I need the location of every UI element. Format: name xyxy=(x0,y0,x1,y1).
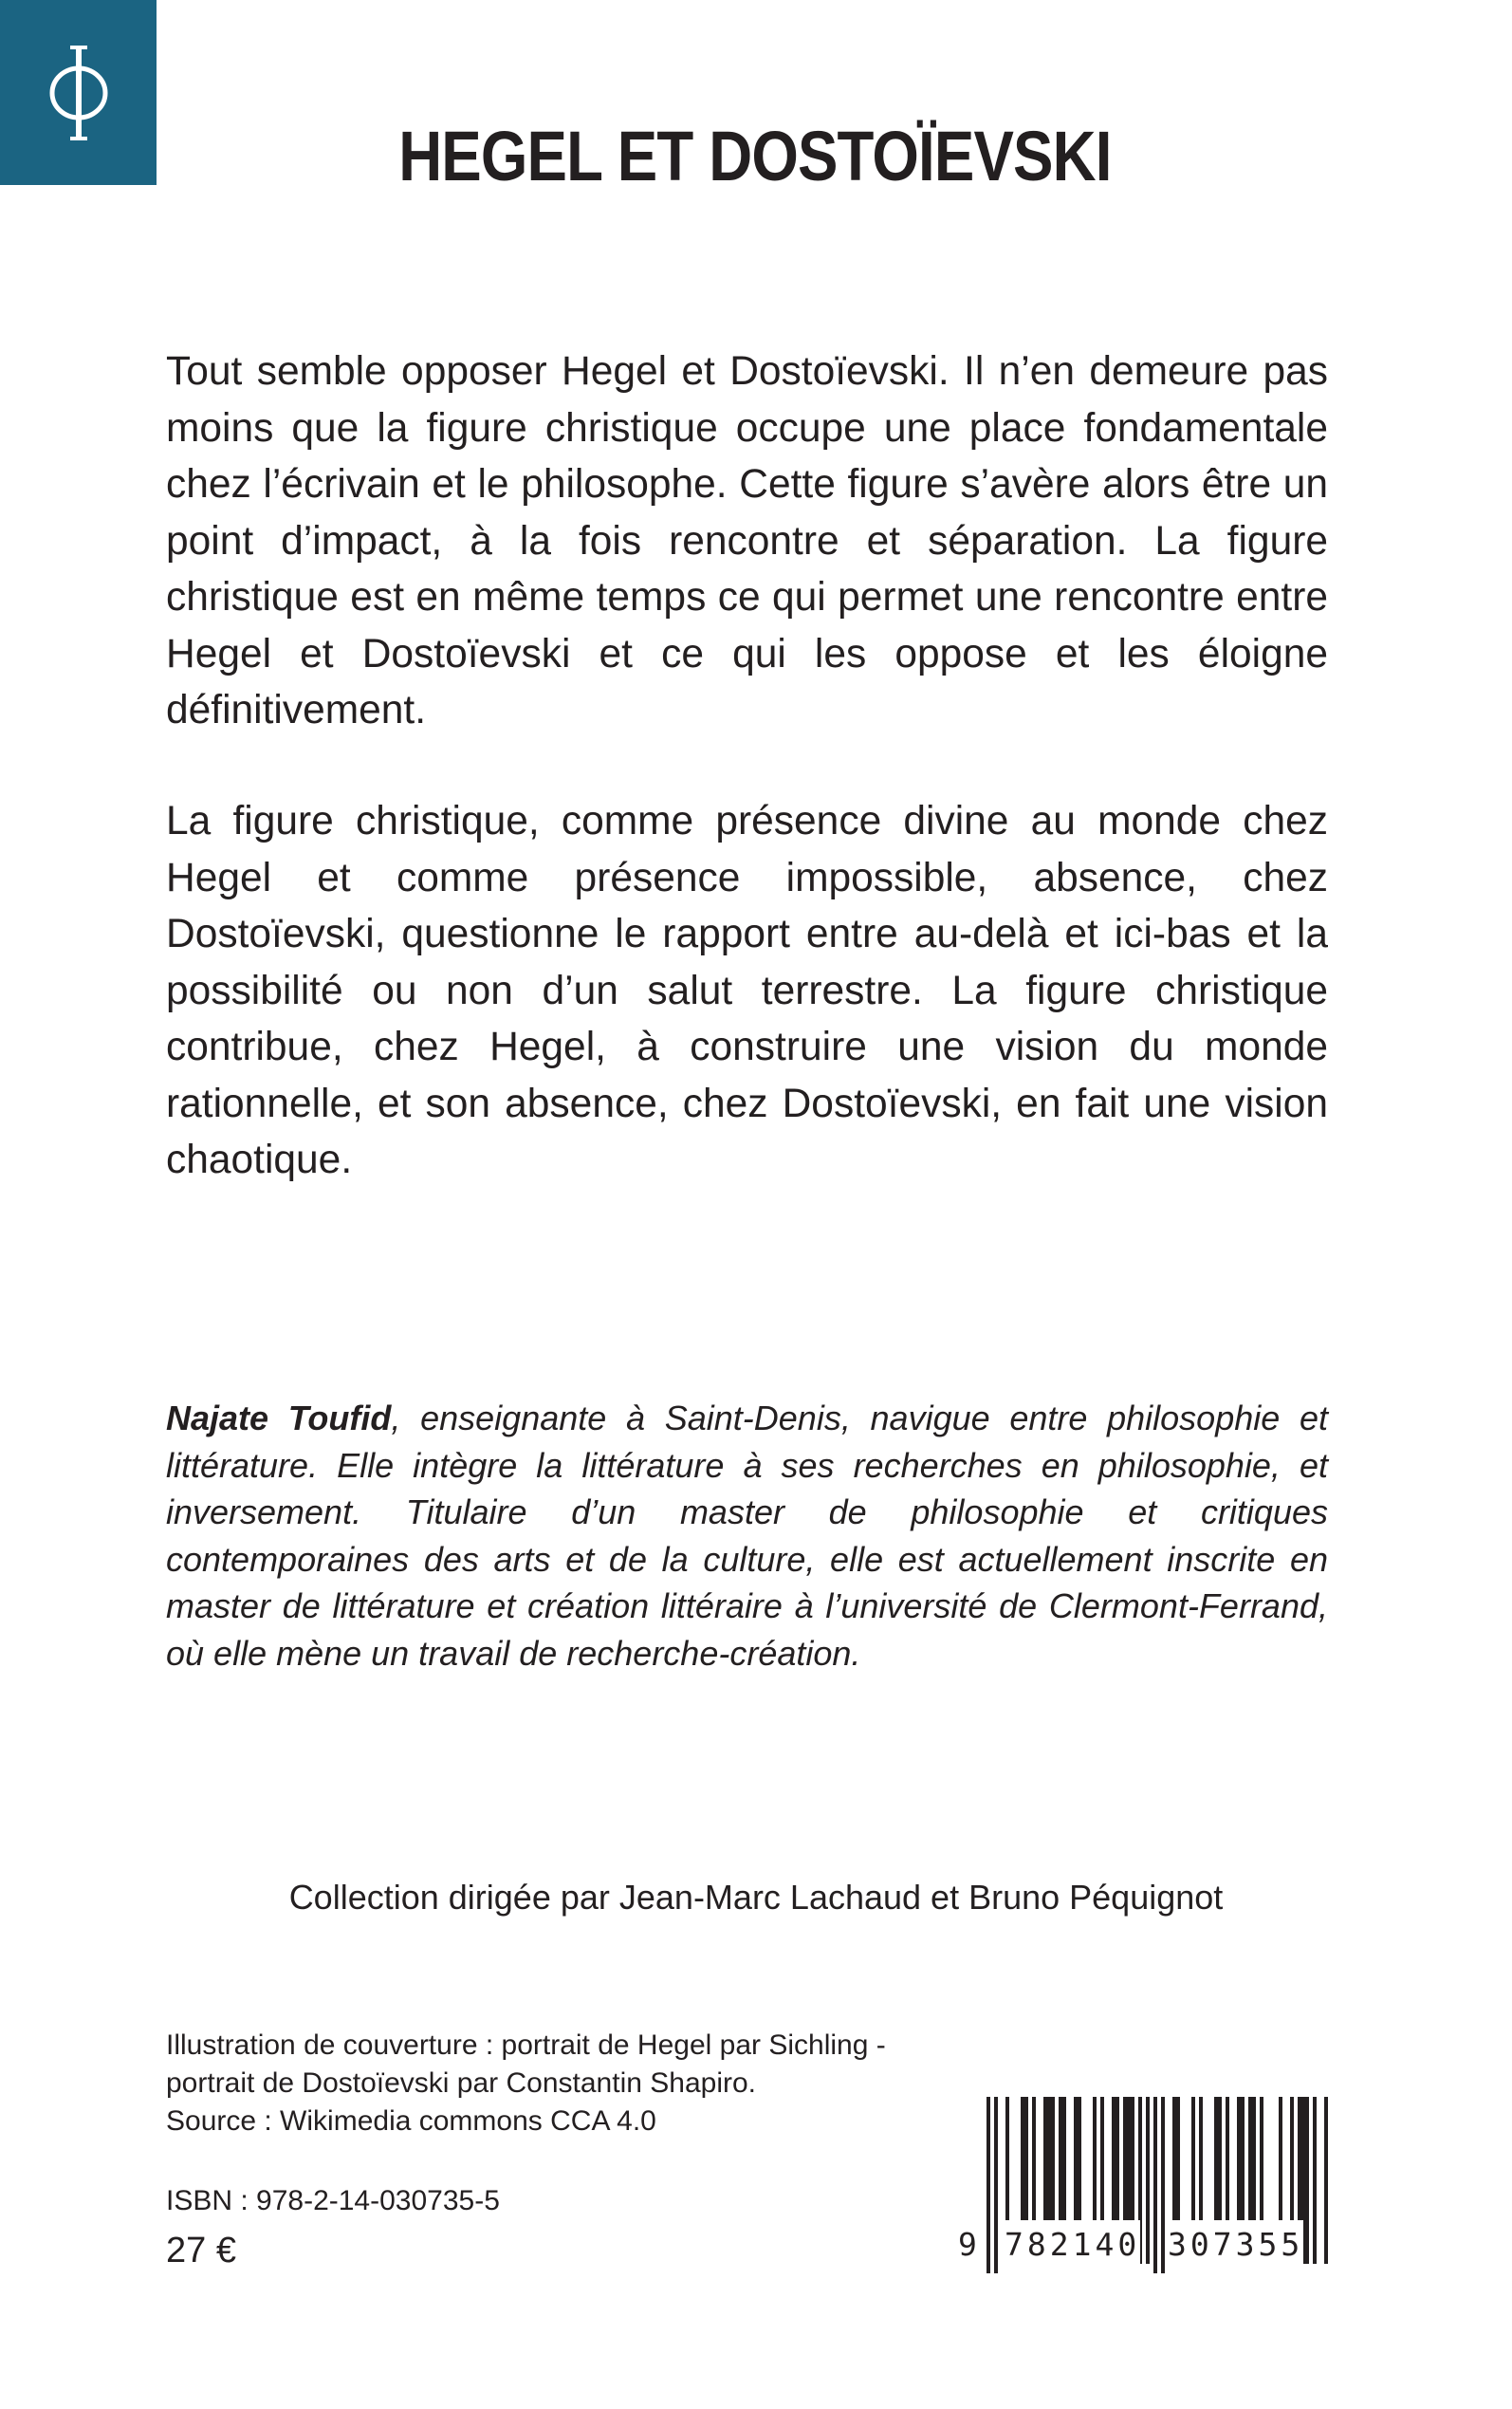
barcode-digit-first: 9 xyxy=(958,2220,977,2270)
author-bio xyxy=(166,1395,1328,1677)
summary-paragraph-2: La figure christique, comme présence divine au monde chez Hegel et comme présence impossible, absence, chez Dostoïevski, questionne le rapport entre au-delà et ici-bas et la possibilité ou non d’un salut terrestre. La figure christique contribue, chez Hegel, à construire une vision du monde rationnelle, et son absence, chez Dostoïevski, en fait une vision chaotique. xyxy=(166,799,1328,1182)
barcode-digits-right: 307355 xyxy=(1168,2220,1303,2270)
credits-line-3: Source : Wikimedia commons CCA 4.0 xyxy=(166,2105,656,2137)
barcode-digits-left: 782140 xyxy=(1005,2220,1140,2270)
cover-credits xyxy=(166,2027,982,2140)
collection-editors: Collection dirigée par Jean-Marc Lachaud et Bruno Péquignot xyxy=(288,1878,1224,1917)
credits-line-2: portrait de Dostoïevski par Constantin Shapiro. xyxy=(166,2067,756,2099)
author-name: Najate Toufid xyxy=(166,1399,392,1437)
book-title: HEGEL ET DOSTOÏEVSKI xyxy=(398,117,1112,195)
price: 27 € xyxy=(166,2231,236,2270)
credits-line-1: Illustration de couverture : portrait de Hegel par Sichling - xyxy=(166,2029,886,2061)
isbn: ISBN : 978-2-14-030735-5 xyxy=(166,2185,500,2216)
author-bio-text: , enseignante à Saint-Denis, navigue entre philosophie et littérature. Elle intègre la littérature à ses recherches en philosophie, et inversement. Titulaire d’un master de philosophie et critiques contemporaines des arts et de la culture, elle est actuellement inscrite en master de littérature et création littéraire à l’université de Clermont-Ferrand, où elle mène un travail de recherche-création. xyxy=(166,1399,1329,1673)
barcode-digits xyxy=(958,2220,1337,2270)
summary-paragraph-1: Tout semble opposer Hegel et Dostoïevski. Il n’en demeure pas moins que la figure christique occupe une place fondamentale chez l’écrivain et le philosophe. Cette figure s’avère alors être un point d’impact, à la fois rencontre et séparation. La figure christique est en même temps ce qui permet une rencontre entre Hegel et Dostoïevski et ce qui les oppose et les éloigne définitivement. xyxy=(166,349,1328,732)
